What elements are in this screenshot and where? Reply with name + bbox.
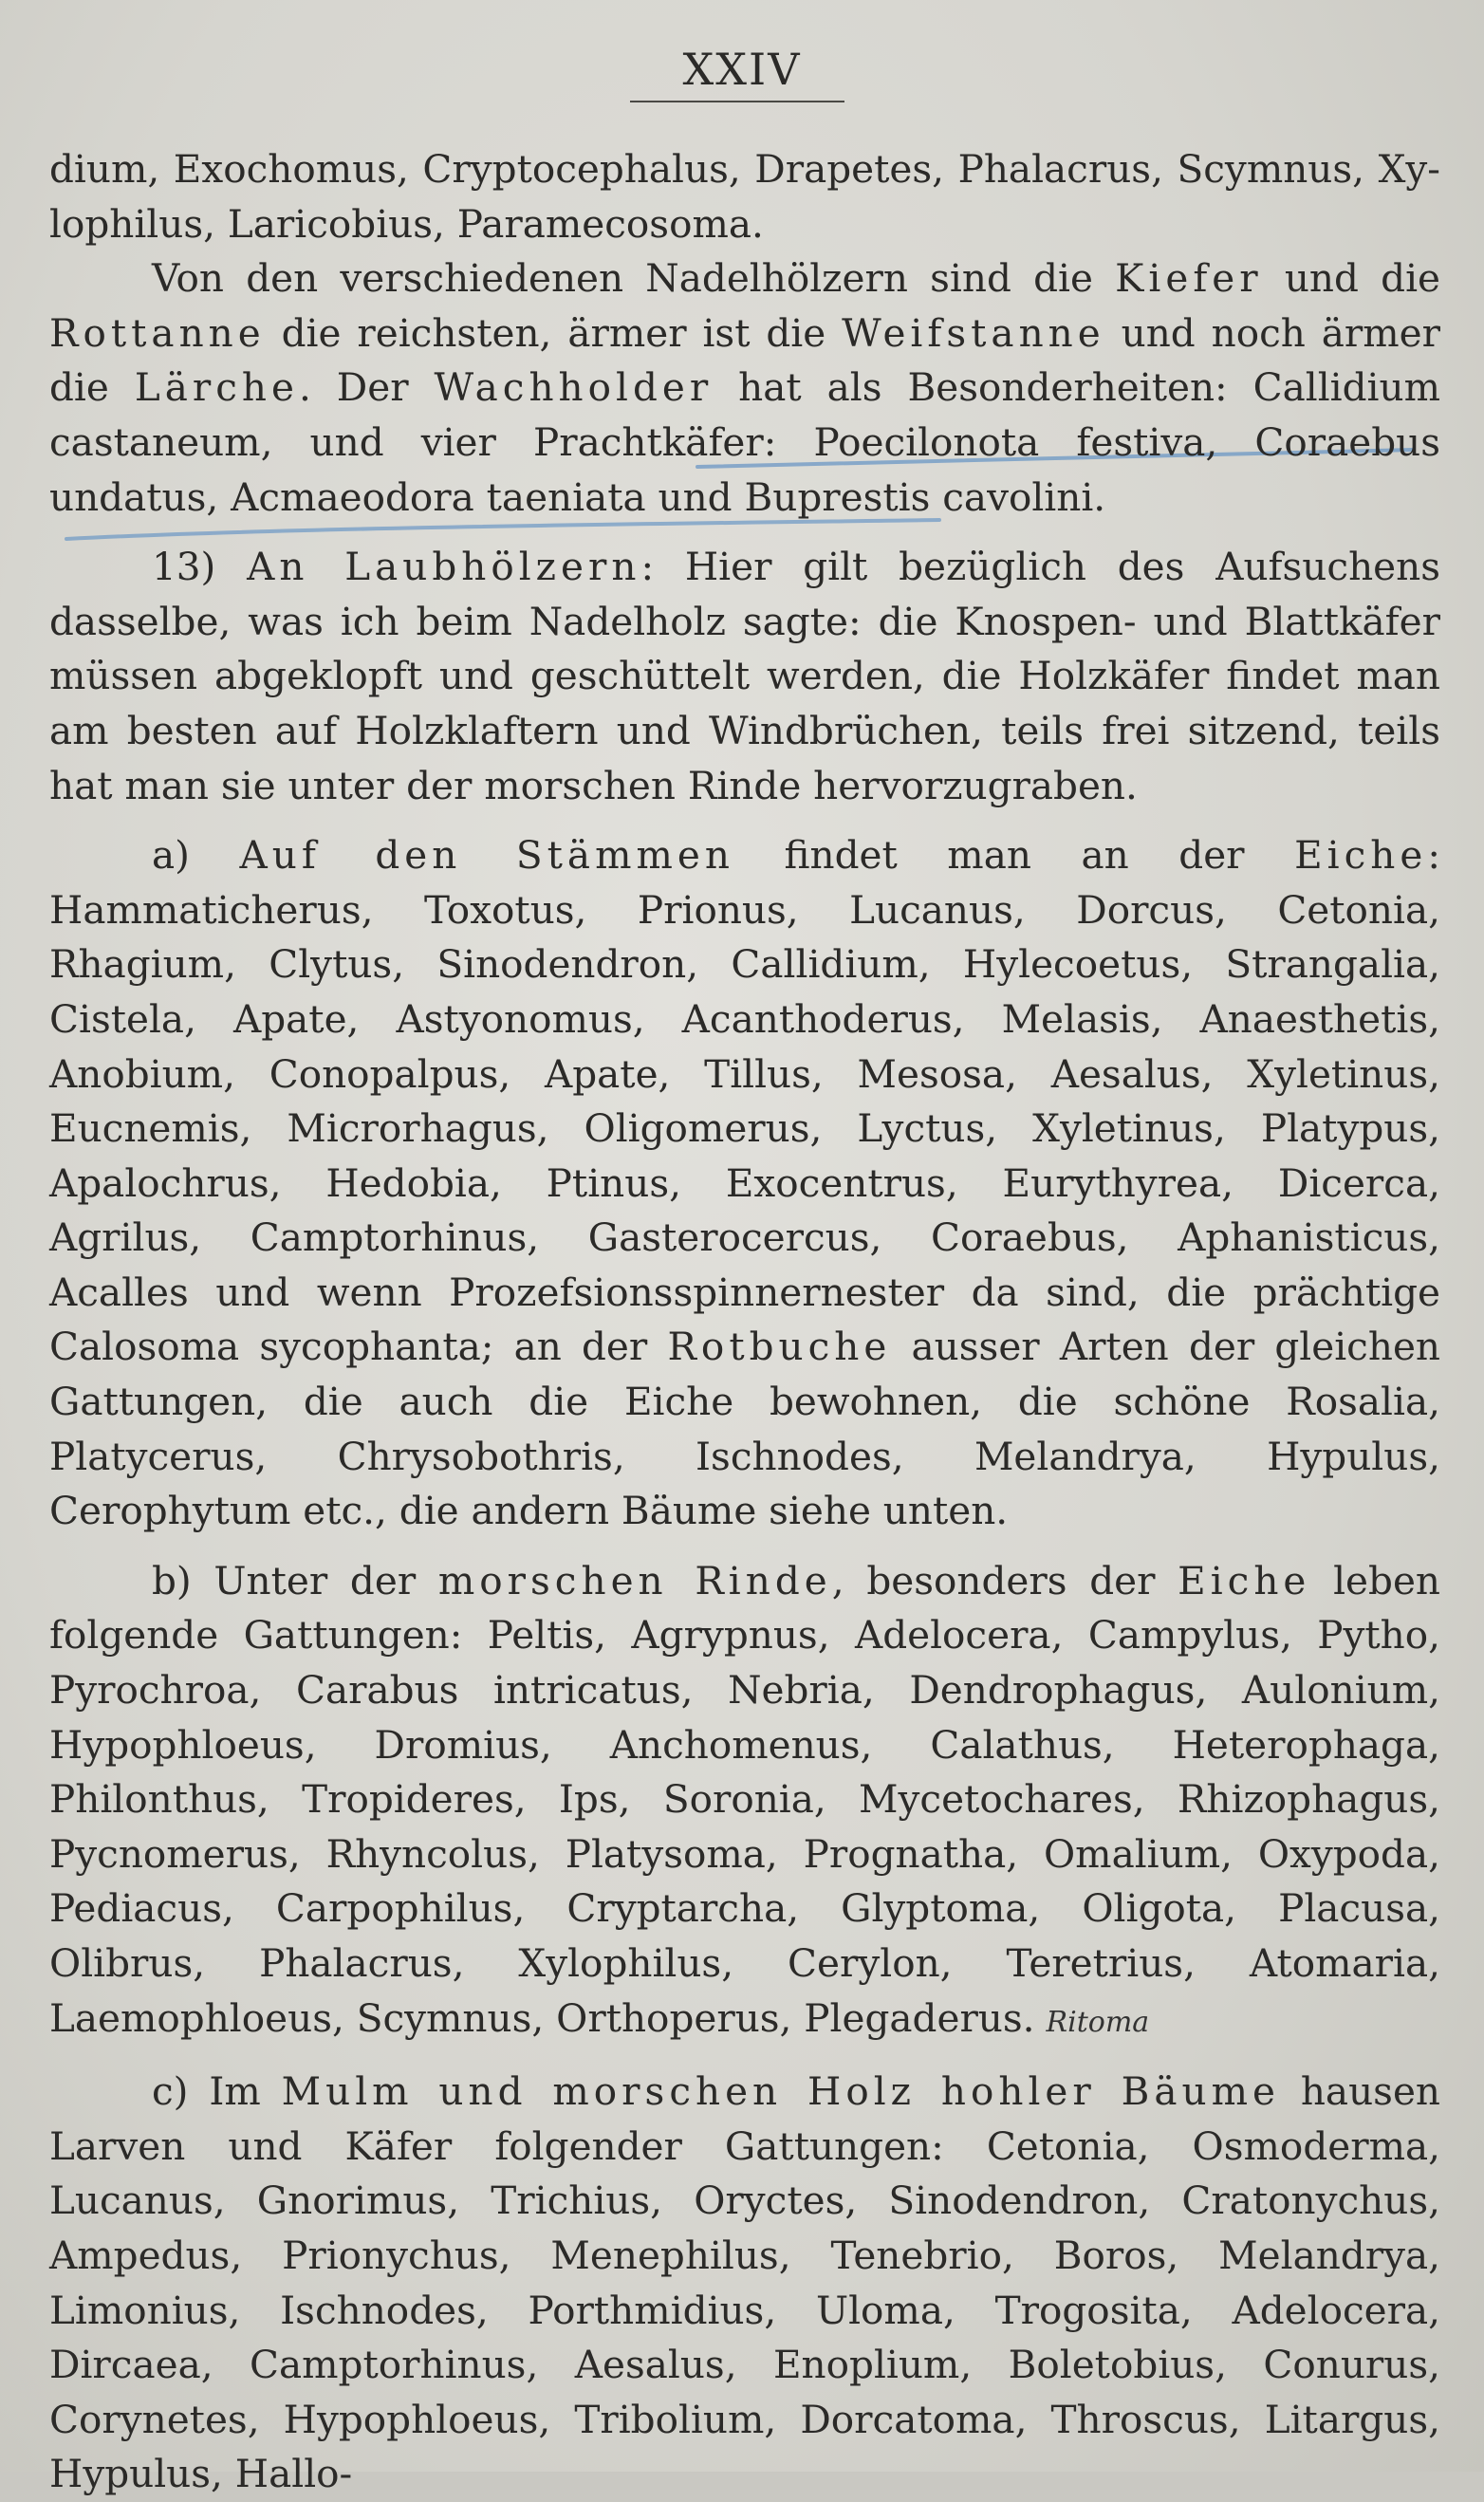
text-run: hausen Larven und Käfer folgender Gattungen: Cetonia, Osmoderma, Lucanus, Gnorimus, Trichius, Oryctes, Sinodendron, Cratonychus, Ampedus, Prionychus, Menephilus, Tenebrio, Boros, Melandrya, Limonius, Ischnodes, Porthmidius, Uloma, Trogosita, Adelocera, Dircaea, Camptorhinus, Aesalus, Enoplium, Boletobius, Conurus, Corynetes, Hypophloeus, Tribolium, Dorcatoma, Throscus, Litargus, Hypulus, Hallo- (49, 2068, 1440, 2497)
text-run: dium, Exochomus, Cryptocephalus, Drapetes, Phalacrus, Scymnus, Xy-lophilus, Laricobius, Paramecosoma. (49, 146, 1440, 247)
spaced-emphasis-text: Wachholder (434, 364, 714, 411)
handwritten-note: Ritoma (1046, 2005, 1150, 2039)
text-run: die reichsten, ärmer ist die (265, 309, 843, 356)
spaced-emphasis-text: Eiche (1294, 832, 1428, 879)
text-run: : Hammaticherus, Toxotus, Prionus, Lucanus, Dorcus, Cetonia, Rhagium, Clytus, Sinodendron, Callidium, Hylecoetus, Strangalia, Cistela, Apate, Astyonomus, Acanthoderus, Melasis, Anaesthetis, Anobium, Conopalpus, Apate, Tillus, Mesosa, Aesalus, Xyletinus, Eucnemis, Microrhagus, Oligomerus, Lyctus, Xyletinus, Platypus, Apalochrus, Hedobia, Ptinus, Exocentrus, Eurythyrea, Dicerca, Agrilus, Camptorhinus, Gasterocercus, Coraebus, Aphanisticus, Acalles und wenn Prozefsionsspinnernester da sind, die prächtige Calosoma sycophanta; an der (49, 832, 1440, 1370)
text-run: leben folgende Gattungen: Peltis, Agrypnus, Adelocera, Campylus, Pytho, Pyrochroa, Carabus intricatus, Nebria, Dendrophagus, Aulonium, Hypophloeus, Dromius, Anchomenus, Calathus, Heterophaga, Philonthus, Tropideres, Ips, Soronia, Mycetochares, Rhizophagus, Pycnomerus, Rhyncolus, Platysoma, Prognatha, Omalium, Oxypoda, Pediacus, Carpophilus, Cryptarcha, Glyptoma, Oligota, Placusa, Olibrus, Phalacrus, Xylophilus, Cerylon, Teretrius, Atomaria, Laemophloeus, Scymnus, Orthoperus, Plegaderus. (49, 1557, 1440, 2041)
text-run: Von den verschiedenen Nadelhölzern sind die (152, 255, 1116, 302)
spaced-emphasis-text: Auf den Stämmen (239, 832, 734, 879)
spaced-emphasis-text: morschen Rinde (437, 1557, 832, 1603)
spaced-emphasis-text: Mulm und morschen Holz hohler Bäume (281, 2068, 1280, 2115)
spaced-emphasis-text: An Laubhölzern (247, 544, 641, 590)
page-number-rule (630, 101, 844, 102)
page-number: XXIV (682, 44, 802, 95)
text-run: ausser Arten der gleichen Gattungen, die auch die Eiche bewohnen, die schöne Rosalia, Platycerus, Chrysobothris, Ischnodes, Melandrya, Hypulus, Cerophytum etc., die andern Bäume siehe unten. (49, 1324, 1440, 1534)
paragraph-a-trunks (49, 828, 1440, 1539)
text-run: und noch ärmer die (49, 309, 1441, 411)
body-text (49, 142, 1440, 2502)
text-run: : Hier gilt bezüglich des Aufsuchens dasselbe, was ich beim Nadelholz sagte: die Knospen- und Blattkäfer müssen abgeklopft und geschüttelt werden, die Holzkäfer findet man am besten auf Holzklaftern und Windbrüchen, teils frei sitzend, teils hat man sie unter der morschen Rinde hervorzugraben. (49, 544, 1440, 808)
spaced-emphasis-text: Weifstanne (842, 309, 1105, 356)
paragraph-hardwoods (49, 540, 1440, 813)
text-run: b) Unter der (152, 1557, 438, 1603)
text-run: , besonders der (831, 1557, 1178, 1603)
text-run: . Der (298, 364, 435, 411)
text-run: a) (152, 832, 240, 879)
paragraph-continuation (49, 142, 1440, 251)
spaced-emphasis-text: Rotbuche (667, 1324, 892, 1370)
paragraph-c-mulm (49, 2065, 1440, 2502)
paragraph-b-bark (49, 1554, 1440, 2049)
spaced-emphasis-text: Lärche (134, 364, 299, 411)
text-run: findet man an der (733, 832, 1295, 879)
paragraph-conifers (49, 251, 1440, 525)
spaced-emphasis-text: Eiche (1178, 1557, 1311, 1603)
text-run: 13) (152, 544, 248, 590)
spaced-emphasis-text: Kiefer (1115, 255, 1263, 302)
text-run: hat als Besonderheiten: Callidium castaneum, und vier Prachtkäfer: Poecilonota festiva, Coraebus undatus, Acmaeodora taeniata und Buprestis cavolini. (49, 364, 1440, 520)
spaced-emphasis-text: Rottanne (49, 309, 266, 356)
text-run: c) Im (152, 2068, 282, 2115)
text-run: und die (1262, 255, 1440, 302)
